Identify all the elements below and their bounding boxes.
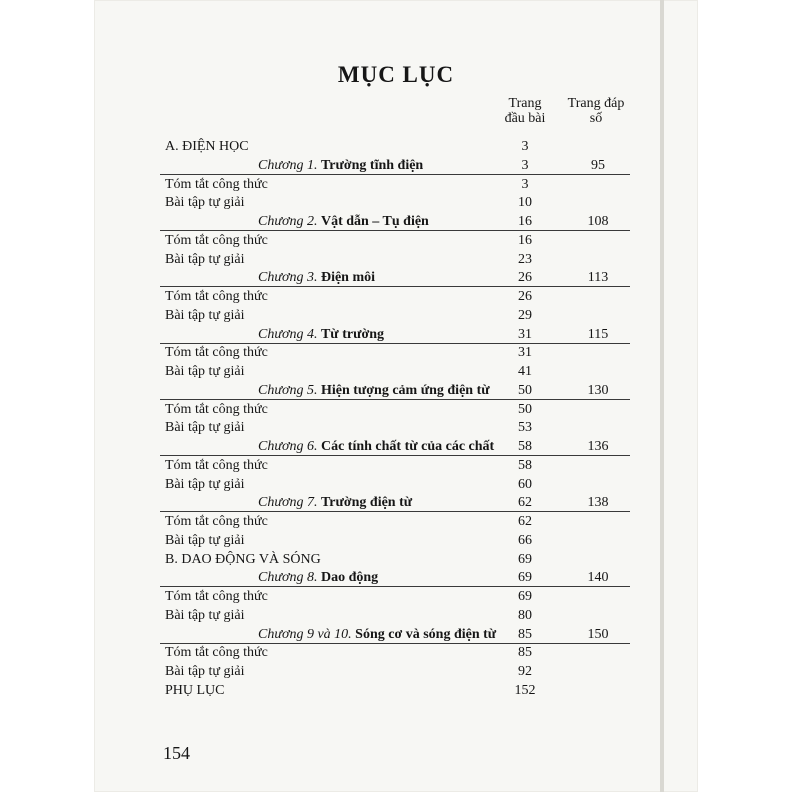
toc-start-page: 58	[518, 457, 532, 473]
toc-item-row	[0, 662, 792, 681]
page-number: 154	[163, 743, 190, 763]
toc-start-page: 85	[518, 645, 532, 661]
toc-start-page: 26	[518, 270, 532, 286]
toc-chapter-row	[0, 156, 792, 175]
toc-entry-label	[258, 625, 496, 644]
toc-section-row	[0, 681, 792, 700]
toc-item-row	[0, 418, 792, 437]
toc-entry-label	[258, 568, 378, 587]
chapter-prefix: Chương 5.	[258, 382, 318, 398]
toc-item-row	[0, 231, 792, 250]
toc-section-row	[0, 137, 792, 156]
toc-item-row	[0, 175, 792, 194]
toc-entry-label: Tóm tắt công thức	[165, 589, 268, 604]
chapter-prefix: Chương 1.	[258, 157, 318, 173]
chapter-title: Trường tĩnh điện	[320, 157, 424, 173]
toc-item-row	[0, 362, 792, 381]
toc-start-page: 50	[518, 401, 532, 417]
toc-chapter-row	[0, 381, 792, 400]
toc-item-row	[0, 456, 792, 475]
toc-entry-label: Bài tập tự giải	[165, 607, 245, 623]
toc-chapter-row	[0, 325, 792, 344]
toc-start-page: 85	[518, 626, 532, 642]
chapter-prefix: Chương 6.	[258, 439, 318, 454]
toc-start-page: 29	[518, 307, 532, 323]
toc-entry-label: A. ĐIỆN HỌC	[165, 139, 249, 154]
toc-chapter-row	[0, 625, 792, 644]
toc-item-row	[0, 587, 792, 606]
toc-section-row	[0, 550, 792, 569]
toc-start-page: 92	[518, 664, 532, 679]
header-answer-page: Trang đáp số	[567, 96, 625, 126]
chapter-title: Sóng cơ và sóng điện từ	[355, 626, 497, 642]
toc-chapter-row	[0, 493, 792, 512]
toc-start-page: 3	[521, 139, 529, 154]
chapter-prefix: Chương 3.	[258, 270, 318, 286]
toc-entry-label: Tóm tắt công thức	[165, 176, 268, 192]
toc-entry-label: Bài tập tự giải	[165, 364, 245, 379]
chapter-title: Dao động	[320, 570, 379, 586]
toc-entry-label	[258, 268, 375, 287]
toc-item-row	[0, 250, 792, 269]
toc-entry-label: Bài tập tự giải	[165, 532, 245, 548]
toc-item-row	[0, 531, 792, 550]
toc-chapter-row	[0, 212, 792, 231]
toc-answer-page: 108	[587, 214, 609, 229]
toc-start-page: 31	[518, 345, 532, 361]
toc-start-page: 69	[518, 589, 532, 604]
toc-entry-label	[258, 212, 429, 231]
chapter-title: Trường điện từ	[320, 495, 413, 511]
toc-item-row	[0, 306, 792, 325]
toc-item-row	[0, 475, 792, 494]
toc-entry-label: Bài tập tự giải	[165, 420, 245, 436]
toc-start-page: 69	[518, 551, 532, 567]
toc-entry-label: Tóm tắt công thức	[165, 514, 268, 529]
toc-entry-label	[258, 325, 384, 344]
chapter-title: Hiện tượng cảm ứng điện từ	[320, 382, 490, 398]
toc-entry-label: Tóm tắt công thức	[165, 457, 268, 473]
toc-chapter-row	[0, 268, 792, 287]
toc-entry-label	[258, 381, 490, 400]
toc-start-page: 58	[518, 439, 532, 454]
toc-entry-label: B. DAO ĐỘNG VÀ SÓNG	[165, 551, 321, 567]
chapter-prefix: Chương 8.	[258, 570, 318, 586]
toc-start-page: 41	[518, 364, 532, 379]
toc-start-page: 69	[518, 570, 532, 586]
toc-answer-page: 115	[587, 326, 609, 342]
chapter-prefix: Chương 2.	[258, 214, 318, 229]
toc-answer-page: 113	[587, 270, 609, 286]
toc-entry-label	[258, 437, 494, 456]
toc-entry-label: Bài tập tự giải	[165, 664, 245, 679]
toc-item-row	[0, 193, 792, 212]
toc-entry-label: Tóm tắt công thức	[165, 645, 268, 661]
chapter-prefix: Chương 4.	[258, 326, 318, 342]
toc-entry-label	[258, 493, 412, 512]
toc-answer-page: 140	[587, 570, 609, 586]
header-start-page: Trang đầu bài	[504, 96, 546, 126]
toc-start-page: 53	[518, 420, 532, 436]
toc-answer-page: 138	[587, 495, 609, 511]
toc-start-page: 3	[521, 176, 529, 192]
toc-start-page: 62	[518, 514, 532, 529]
toc-start-page: 60	[518, 476, 532, 492]
toc-entry-label: Tóm tắt công thức	[165, 289, 268, 304]
toc-start-page: 152	[514, 682, 536, 698]
toc-chapter-row	[0, 437, 792, 456]
toc-item-row	[0, 343, 792, 362]
toc-item-row	[0, 400, 792, 419]
toc-start-page: 50	[518, 382, 532, 398]
toc-start-page: 16	[518, 214, 532, 229]
chapter-title: Các tính chất từ của các chất	[320, 439, 495, 454]
chapter-title: Điện môi	[320, 270, 376, 286]
toc-entry-label	[258, 156, 423, 175]
toc-answer-page: 150	[587, 626, 609, 642]
toc-entry-label: Bài tập tự giải	[165, 195, 245, 211]
toc-item-row	[0, 643, 792, 662]
toc-entry-label: Tóm tắt công thức	[165, 401, 268, 417]
toc-entry-label: Bài tập tự giải	[165, 251, 245, 267]
page-title: MỤC LỤC	[337, 62, 455, 87]
toc-start-page: 10	[518, 195, 532, 211]
toc-answer-page: 95	[591, 157, 605, 173]
toc-chapter-row	[0, 568, 792, 587]
toc-start-page: 31	[518, 326, 532, 342]
toc-item-row	[0, 512, 792, 531]
toc-start-page: 66	[518, 532, 532, 548]
toc-start-page: 80	[518, 607, 532, 623]
toc-entry-label: Tóm tắt công thức	[165, 345, 268, 361]
toc-entry-label: Bài tập tự giải	[165, 476, 245, 492]
toc-entry-label: Tóm tắt công thức	[165, 232, 268, 248]
chapter-prefix: Chương 9 và 10.	[258, 626, 352, 642]
chapter-title: Vật dẫn – Tụ điện	[320, 214, 429, 229]
toc-start-page: 16	[518, 232, 532, 248]
toc-item-row	[0, 606, 792, 625]
toc-entry-label: PHỤ LỤC	[165, 682, 225, 698]
toc-start-page: 26	[518, 289, 532, 304]
toc-entry-label: Bài tập tự giải	[165, 307, 245, 323]
toc-answer-page: 130	[587, 382, 609, 398]
chapter-prefix: Chương 7.	[258, 495, 318, 511]
toc-item-row	[0, 287, 792, 306]
chapter-title: Từ trường	[320, 326, 385, 342]
toc-start-page: 62	[518, 495, 532, 511]
toc-start-page: 3	[521, 157, 529, 173]
toc-start-page: 23	[518, 251, 532, 267]
toc-answer-page: 136	[587, 439, 609, 454]
